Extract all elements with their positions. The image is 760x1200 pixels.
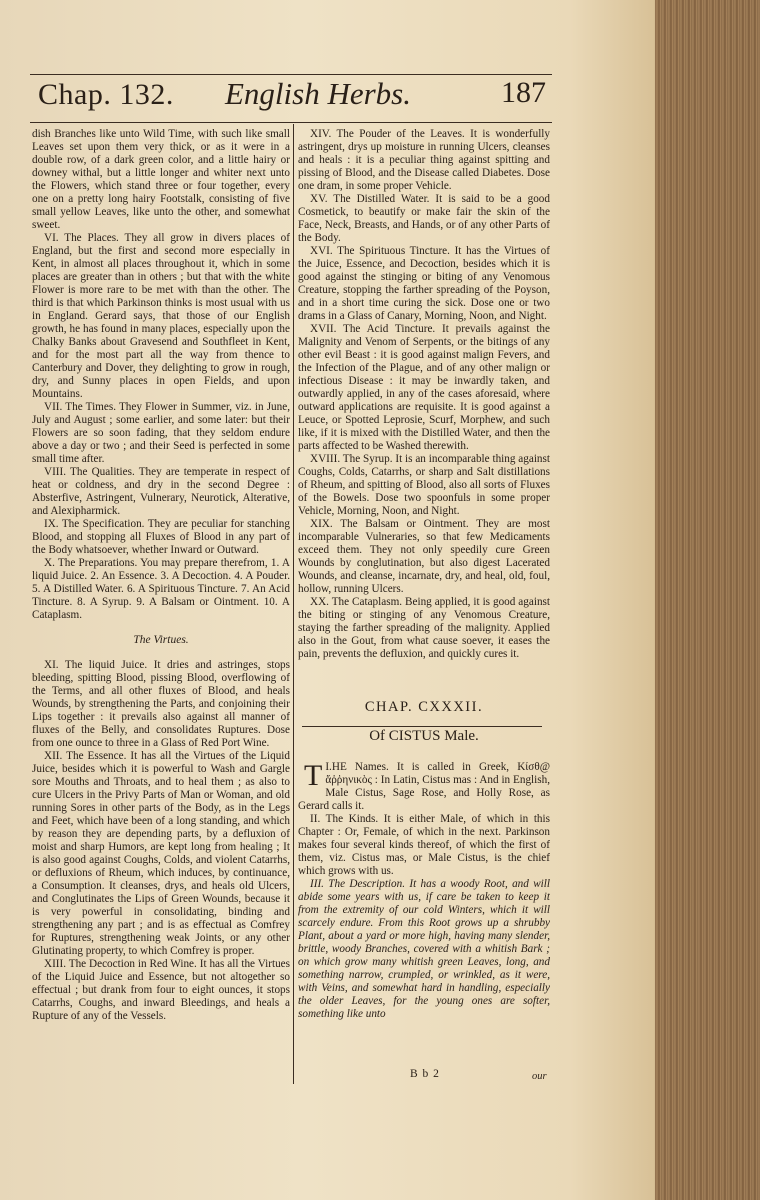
catchword: our: [532, 1071, 547, 1082]
paragraph-syrup: XVIII. The Syrup. It is an incomparable thing against Coughs, Colds, Catarrhs, or sharp and Salt distillations of Rheum, and spitting of Blood, also all sorts of Fluxes of the Bowels. Dose two spoonfuls in some proper Vehicle, Morning, Noon, and Night.: [298, 453, 550, 517]
paragraph-spirituous-tincture: XVI. The Spirituous Tincture. It has the Virtues of the Juice, Essence, and Decoction, besides which it is good against the stinging or biting of any Venomous Creature, stopping the farther spreading of the Poyson, and in a short time curing the sick. Dose one or two drams in a Glass of Canary, Morning, Noon, and Night.: [298, 245, 550, 322]
paragraph-specification: IX. The Specification. They are peculiar for stanching Blood, and stopping all Fluxes of Blood in any part of the Body whatsoever, whether Inward or Outward.: [32, 518, 290, 556]
paragraph-distilled-water: XV. The Distilled Water. It is said to be a good Cosmetick, to beautify or make fair the skin of the Face, Neck, Breasts, and Hands, or of any other Parts of the Body.: [298, 193, 550, 244]
paragraph-preparations: X. The Preparations. You may prepare therefrom, 1. A liquid Juice. 2. An Essence. 3. A Decoction. 4. A Pouder. 5. A Distilled Water. 6. A Spirituous Tincture. 7. An Acid Tincture. 8. A Syrup. 9. A Balsam or Ointment. 10. A Cataplasm.: [32, 557, 290, 621]
signature-mark: B b 2: [410, 1068, 440, 1080]
paragraph-kinds: II. The Kinds. It is either Male, of which in this Chapter : Or, Female, of which in the next. Parkinson makes four several kinds thereof, of which the first of them, viz. Cistus mas, or Male Cistus, is the chief which grows with us.: [298, 813, 550, 877]
paragraph-description-continued: dish Branches like unto Wild Time, with such like small Leaves set upon them very thick, or as it were in a double row, of a dark green color, and a little hairy or downey withal, but a little longer and whiter next unto the Flowers, which stand three or four together, every one on a pretty long hairy Footstalk, consisting of five small yellow Leaves, like unto the other, and somewhat sweet.: [32, 128, 290, 231]
names-text: HE Names. It is called in Greek, Κίσθ@ ἄῤῥηνικὸς : In Latin, Cistus mas : And in English, Male Cistus, Sage Rose, and Holly Rose, as Gerard calls it.: [298, 761, 550, 812]
column-divider: [293, 124, 294, 1084]
paragraph-cataplasm: XX. The Cataplasm. Being applied, it is good against the biting or stinging of any Venomous Creature, staying the farther spreading of the malignity. Applied also in the Gout, from what cause soever, it eases the pain, prevents the defluxion, and quickly cures it.: [298, 596, 550, 660]
header-title: English Herbs.: [225, 76, 411, 111]
paragraph-liquid-juice: XI. The liquid Juice. It dries and astringes, stops bleeding, spitting Blood, pissing Blood, overflowing of the Terms, and all other fluxes of Blood, and heals Wounds, by strengthening the Parts, and conjoining their Lips together : it prevails also against all manner of fluxes of the Belly, and consolidates Ruptures. Dose from one ounce to three in a Glass of Red Port Wine.: [32, 659, 290, 749]
paragraph-description: III. The Description. It has a woody Root, and will abide some years with us, if care be taken to keep it from the extremity of our cold Winters, which it will scarcely endure. From this Root grows up a shrubby Plant, about a yard or more high, having many slender, brittle, woody Branches, covered with a whitish Bark ; on which grow many whitish green Leaves, long, and something narrow, crumpled, or wrinkled, as it were, with Veins, and somewhat hard in handling, especially the older Leaves, for the young ones are softer, something like unto: [298, 878, 550, 1020]
left-column: [32, 128, 290, 1083]
names-number: I.: [325, 761, 332, 773]
running-header: [30, 72, 552, 123]
page-number: 187: [501, 76, 546, 109]
paragraph-essence: XII. The Essence. It has all the Virtues of the Liquid Juice, besides which it is powerful to Wash and Gargle sore Mouths and Throats, and to heal them ; as also to cure Ulcers in the Privy Parts of Man or Woman, and old running Sores in other parts of the Body, as in the Legs and Feet, which have been of a long standing, and which by reason they are depending parts, by a defluxion of moist and sharp Humors, are kept long from healing ; It is also good against Coughs, Colds, and violent Catarrhs, or defluxions of Rheum, which induces, by continuance, a Consumption. It cleanses, drys, and heals old Ulcers, and Conglutinates the Lips of Green Wounds, because it is very powerful in consolidating, binding and strengthening any part ; and is as effectual as Comfrey for Ruptures, strengthening weak Joints, or any other Glutinating property, to which Comfrey is proper.: [32, 750, 290, 957]
section-rule: [302, 726, 542, 727]
paragraph-decoction: XIII. The Decoction in Red Wine. It has all the Virtues of the Liquid Juice and Essence, but not altogether so effectual ; but drank from four to eight ounces, it stops Catarrhs, Coughs, and inward Bleedings, and heals a Rupture of any of the Vessels.: [32, 958, 290, 1022]
right-column: [298, 128, 550, 1086]
paragraph-names: [298, 761, 550, 813]
paragraph-pouder: XIV. The Pouder of the Leaves. It is wonderfully astringent, drys up moisture in running Ulcers, cleanses and heals : it is a peculiar thing against spitting and pissing of Blood, and the Disease called Diabetes. Dose one dram, in some proper Vehicle.: [298, 128, 550, 192]
paragraph-qualities: VIII. The Qualities. They are temperate in respect of heat or coldness, and dry in the second Degree : Absterfive, Astringent, Vulnerary, Neurotick, Alterative, and Alexipharmick.: [32, 466, 290, 517]
drop-cap: T: [304, 759, 323, 792]
virtues-heading: The Virtues.: [133, 634, 189, 646]
book-fore-edge: [655, 0, 760, 1200]
header-chapter: Chap. 132.: [38, 78, 174, 111]
paragraph-acid-tincture: XVII. The Acid Tincture. It prevails against the Malignity and Venom of Serpents, or the bitings of any other evil Beast : it is good against malign Fevers, and the Infection of the Plague, and of any other malign or infectious Disease : it may be inwardly taken, and outwardly applied, in any of the cases aforesaid, where outward applications are requisite. It is good against a Leuce, or Spotted Leprosie, Scurf, Morphew, and such like, if it is mixed with the Distilled Water, and then the parts affected to be Washed therewith.: [298, 323, 550, 452]
paragraph-times: VII. The Times. They Flower in Summer, viz. in June, July and August ; some earlier, and some later: but their Flowers are so soon fading, that they seldom endure above a day or two ; and their Seed is perfected in some small time after.: [32, 401, 290, 465]
chapter-subtitle: Of CISTUS Male.: [369, 728, 479, 744]
paragraph-balsam: XIX. The Balsam or Ointment. They are most incomparable Vulneraries, so that few Medicaments exceed them. They not only speedily cure Green Wounds by conglutination, but also digest Lacerated Wounds, and cleanse, incarnate, dry, and heal, old, foul, hollow, running Ulcers.: [298, 518, 550, 595]
chapter-heading: CHAP. CXXXII.: [364, 699, 484, 715]
paragraph-places: VI. The Places. They all grow in divers places of England, but the first and second more especially in Kent, in almost all places throughout it, which in some places are greater than in others ; but that with the white Flower is more rare to be met with than the other. The third is that which Parkinson thinks is most usual with us in England. Gerard says, that those of our English growth, he has found in many places, especially upon the Chalky Banks about Gravesend and Southfleet in Kent, and for the most part all the way from thence to Canterbury and Dover, they delighting to grow in rough, dry, and Sunny places in open Fields, and upon Mountains.: [32, 232, 290, 400]
